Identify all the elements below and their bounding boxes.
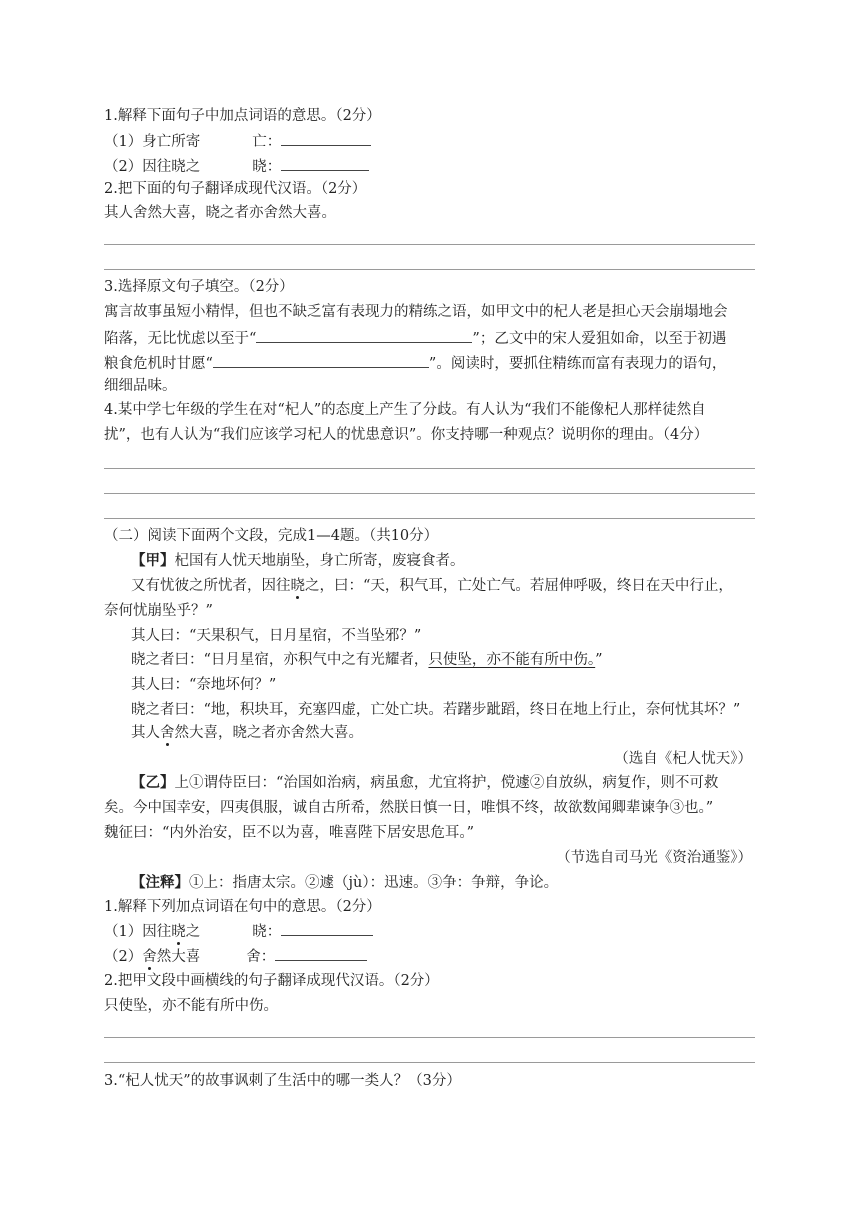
p1-q3-line3-text-a: 粮食危机时甘愿“	[104, 356, 213, 372]
p1-q3-line4: 细细品味。	[104, 378, 177, 394]
p1-q4-answer-line-1[interactable]	[104, 468, 755, 469]
p1-q1-item2-word: 晓：	[252, 159, 282, 175]
p2-q1-title: 1.解释下列加点词语在句中的意思。（2分）	[104, 899, 381, 915]
p2-q1-item2	[104, 945, 367, 965]
p1-q2-sentence: 其人舍然大喜，晓之者亦舍然大喜。	[104, 205, 336, 221]
p1-q4-answer-line-2[interactable]	[104, 493, 755, 494]
p2-jia-p6: 晓之者曰：“地，积块耳，充塞四虚，亡处亡块。若躇步跐蹈，终日在地上行止，奈何忧其坏？”	[131, 702, 741, 718]
p1-q1-title: 1.解释下面句子中加点词语的意思。（2分）	[104, 108, 381, 124]
p2-jia-p4-text-b: ”	[595, 652, 603, 668]
p1-q1-item2-answer-blank[interactable]	[281, 155, 369, 171]
p1-q3-line3	[104, 352, 726, 372]
p2-yi-label: 【乙】	[131, 774, 175, 791]
p2-q3-title: 3.“杞人忧天”的故事讽刺了生活中的哪一类人？（3分）	[104, 1073, 461, 1089]
p2-jia-p5: 其人曰：“奈地坏何？”	[131, 677, 277, 693]
p2-jia-p2-cont: 奈何忧崩坠乎？”	[104, 603, 213, 619]
p2-q1-item2-word: 舍：	[246, 949, 276, 965]
p2-note-text: ①上：指唐太宗。②遽（jù）：迅速。③争：争辩，争论。	[189, 875, 559, 891]
p2-jia-dotted-word-xiao: 晓	[290, 578, 305, 594]
p2-note-label: 【注释】	[131, 874, 189, 891]
p2-jia-p1	[131, 551, 465, 571]
p1-q1-item2	[104, 155, 369, 175]
p2-q1-item1-text-a: （1）因往	[104, 924, 172, 940]
p2-jia-p2	[131, 576, 733, 596]
p1-q3-title: 3.选择原文句子填空。（2分）	[104, 279, 294, 295]
p1-q3-blank-1[interactable]	[256, 327, 472, 343]
p2-jia-p4-text-a: 晓之者曰：“日月星宿，亦积气中之有光耀者，	[131, 652, 429, 668]
p2-jia-p7	[131, 723, 363, 743]
p2-q1-item1	[104, 920, 373, 940]
p2-note	[131, 873, 558, 893]
p2-jia-p2-text-b: 之，曰：“天，积气耳，亡处亡气。若屈伸呼吸，终日在天中行止，	[305, 578, 733, 594]
p2-jia-p7-text-b: 然大喜，晓之者亦舍然大喜。	[174, 725, 363, 741]
p1-q1-item1-answer-blank[interactable]	[281, 130, 371, 146]
p2-yi-p1-text: 上①谓侍臣曰：“治国如治病，病虽愈，尤宜将护，傥遽②自放纵，病复作，则不可救	[174, 775, 719, 791]
p2-jia-label: 【甲】	[131, 552, 175, 569]
p1-q3-line1: 寓言故事虽短小精悍，但也不缺乏富有表现力的精练之语，如甲文中的杞人老是担心天会崩塌地会	[104, 304, 728, 320]
p2-q1-item2-text-b: 然大喜	[156, 949, 201, 965]
p1-q3-line2	[104, 327, 726, 347]
p2-q1-item1-word: 晓：	[252, 924, 282, 940]
p1-q2-answer-line-1[interactable]	[104, 244, 755, 245]
p1-q2-answer-line-2[interactable]	[104, 269, 755, 270]
p2-q1-item2-dotted-word: 舍	[142, 949, 157, 965]
p2-jia-p3: 其人曰：“天果积气，日月星宿，不当坠邪？”	[131, 628, 422, 644]
p2-jia-underlined-sentence: 只使坠，亦不能有所中伤。	[428, 652, 596, 668]
p2-q2-title: 2.把甲文段中画横线的句子翻译成现代汉语。（2分）	[104, 973, 439, 989]
p2-jia-p2-text-a: 又有忧彼之所忧者，因往	[131, 578, 291, 594]
p1-q4-line2: 扰”，也有人认为“我们应该学习杞人的忧患意识”。你支持哪一种观点？说明你的理由。（4分）	[104, 427, 709, 443]
p1-q2-title: 2.把下面的句子翻译成现代汉语。（2分）	[104, 181, 367, 197]
p1-q3-line2-text-a: 陷落，无比忧虑以至于“	[104, 331, 257, 347]
p2-yi-source: （节选自司马光《资治通鉴》）	[556, 850, 752, 866]
p1-q3-line3-text-b: ”。阅读时，要抓住精练而富有表现力的语句，	[428, 356, 727, 372]
p2-jia-p4	[131, 650, 603, 670]
p2-yi-p2: 矣。今中国幸安，四夷俱服，诚自古所希，然朕日慎一日，唯惧不终，故欲数闻卿辈谏争③也。”	[104, 800, 714, 816]
p2-q2-answer-line-1[interactable]	[104, 1037, 755, 1038]
p1-q4-line1: 4.某中学七年级的学生在对“杞人”的态度上产生了分歧。有人认为“我们不能像杞人那样徒然自	[104, 402, 706, 418]
p2-q1-item2-text-a: （2）	[104, 949, 143, 965]
p2-yi-p3: 魏征曰：“内外治安，臣不以为喜，唯喜陛下居安思危耳。”	[104, 825, 475, 841]
p1-q1-item2-sentence: （2）因往晓之	[104, 159, 201, 175]
p2-jia-source: （选自《杞人忧天》）	[614, 751, 752, 767]
p2-q1-item1-dotted-word: 晓	[171, 924, 186, 940]
p2-heading: （二）阅读下面两个文段，完成1—4题。（共10分）	[104, 528, 439, 544]
p2-q2-answer-line-2[interactable]	[104, 1062, 755, 1063]
p1-q1-item1	[104, 130, 371, 150]
p1-q1-item1-word: 亡：	[252, 134, 282, 150]
p1-q1-item1-sentence: （1）身亡所寄	[104, 134, 201, 150]
p2-q1-item1-text-b: 之	[185, 924, 201, 940]
p1-q3-blank-2[interactable]	[213, 352, 429, 368]
p2-q1-item1-answer-blank[interactable]	[281, 920, 373, 936]
p2-q1-item2-answer-blank[interactable]	[275, 945, 367, 961]
p1-q4-answer-line-3[interactable]	[104, 518, 755, 519]
p1-q3-line2-text-b: ”；乙文中的宋人爱狙如命，以至于初遇	[472, 331, 727, 347]
p2-jia-p7-text-a: 其人	[131, 725, 160, 741]
p2-q2-sentence: 只使坠，亦不能有所中伤。	[104, 998, 278, 1014]
p2-jia-p1-text: 杞国有人忧天地崩坠，身亡所寄，废寝食者。	[174, 553, 465, 569]
p2-yi-p1	[131, 773, 718, 793]
p2-jia-dotted-word-she: 舍	[160, 725, 175, 741]
